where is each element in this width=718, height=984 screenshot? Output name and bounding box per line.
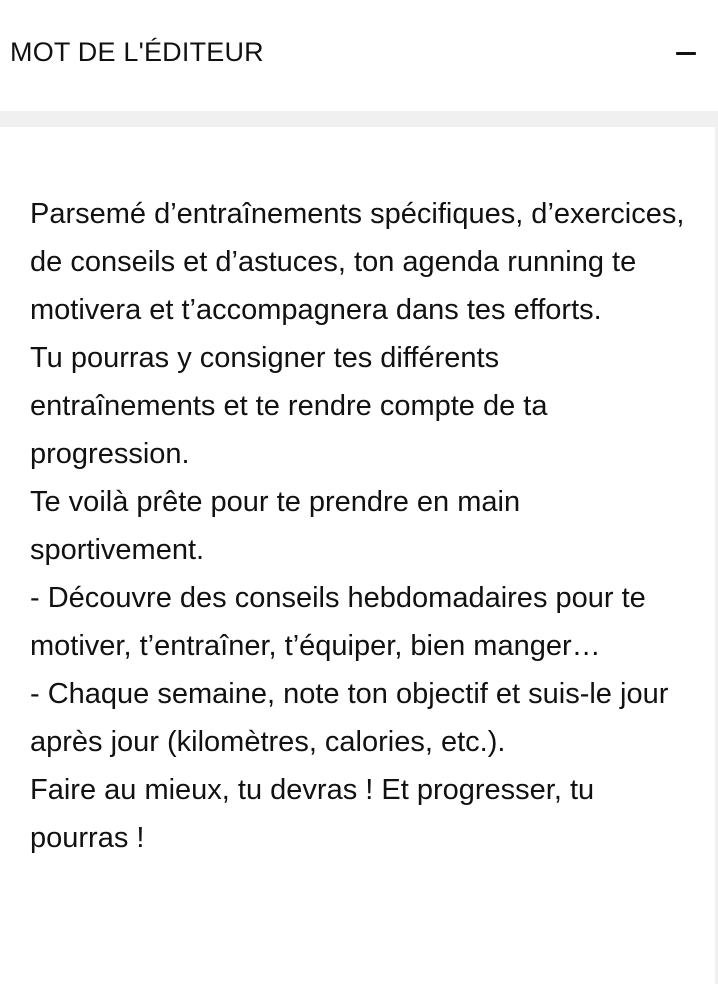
editor-note-content [30, 190, 690, 862]
accordion-header-editor-note[interactable] [0, 0, 718, 110]
accordion-title: MOT DE L'ÉDITEUR [10, 37, 264, 67]
paragraph: Tu pourras y consigner tes différents entraînements et te rendre compte de ta progression. [30, 342, 548, 470]
paragraph: - Chaque semaine, note ton objectif et suis-le jour après jour (kilomètres, calories, etc.). [30, 678, 669, 758]
paragraph: Te voilà prête pour te prendre en main sportivement. [30, 486, 521, 566]
paragraph: - Découvre des conseils hebdomadaires pour te motiver, t’entraîner, t’équiper, bien manger… [30, 582, 646, 662]
minus-icon[interactable] [676, 36, 696, 68]
section-divider [0, 111, 718, 127]
paragraph: Parsemé d’entraînements spécifiques, d’exercices, de conseils et d’astuces, ton agenda running te motivera et t’accompagnera dans tes efforts. [30, 198, 685, 326]
paragraph: Faire au mieux, tu devras ! Et progresser, tu pourras ! [30, 774, 595, 854]
